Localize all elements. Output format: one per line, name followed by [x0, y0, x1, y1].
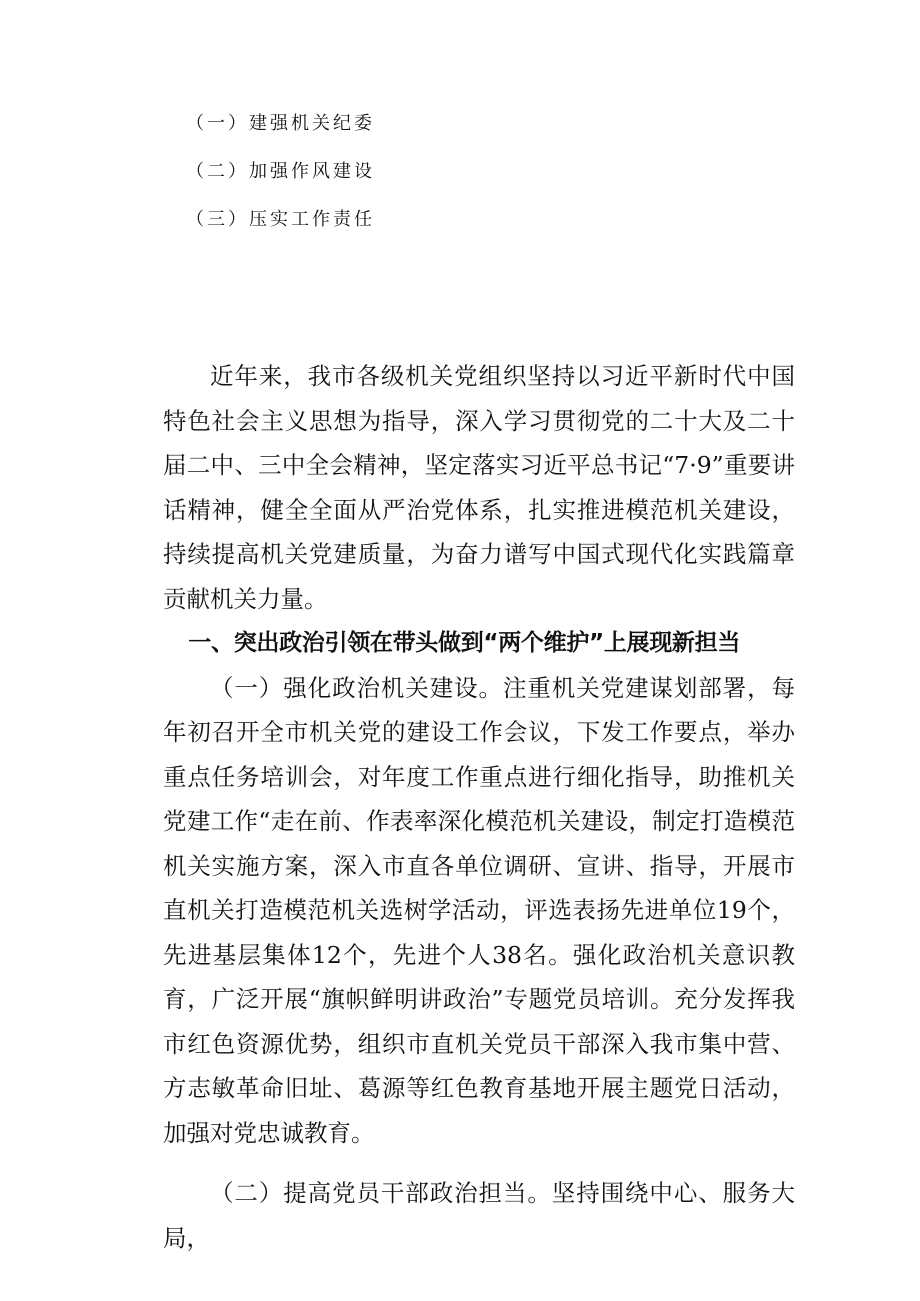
- paragraph-cadre-responsibility: （二）提高党员干部政治担当。坚持围绕中心、服务大局，: [163, 1179, 795, 1252]
- document-body: [163, 354, 795, 1260]
- outline-item-2: （二）加强作风建设: [186, 161, 375, 182]
- section-heading: 一、突出政治引领在带头做到“两个维护”上展现新担当: [188, 630, 741, 656]
- paragraph-political-organ: （一）强化政治机关建设。注重机关党建谋划部署，每年初召开全市机关党的建设工作会议，下发工作要点，举办重点任务培训会，对年度工作重点进行细化指导，助推机关党建工作“走在前、作表率深化模范机关建设，制定打造模范机关实施方案，深入市直各单位调研、宣讲、指导，开展市直机关打造模范机关选树学活动，评选表扬先进单位19个，先进基层集体12个，先进个人38名。强化政治机关意识教育，广泛开展“旗帜鲜明讲政治”专题党员培训。充分发挥我市红色资源优势，组织市直机关党员干部深入我市集中营、方志敏革命旧址、葛源等红色教育基地开展主题党日活动，加强对党忠诚教育。: [163, 673, 795, 1147]
- outline-item-3: （三）压实工作责任: [186, 209, 375, 230]
- intro-paragraph: 近年来，我市各级机关党组织坚持以习近平新时代中国特色社会主义思想为指导，深入学习贯彻党的二十大及二十届二中、三中全会精神，坚定落实习近平总书记“7·9”重要讲话精神，健全全面从严治党体系，扎实推进模范机关建设，持续提高机关党建质量，为奋力谱写中国式现代化实践篇章贡献机关力量。: [163, 362, 795, 613]
- outline-item-1: （一）建强机关纪委: [186, 113, 375, 134]
- outline-list: [186, 112, 686, 256]
